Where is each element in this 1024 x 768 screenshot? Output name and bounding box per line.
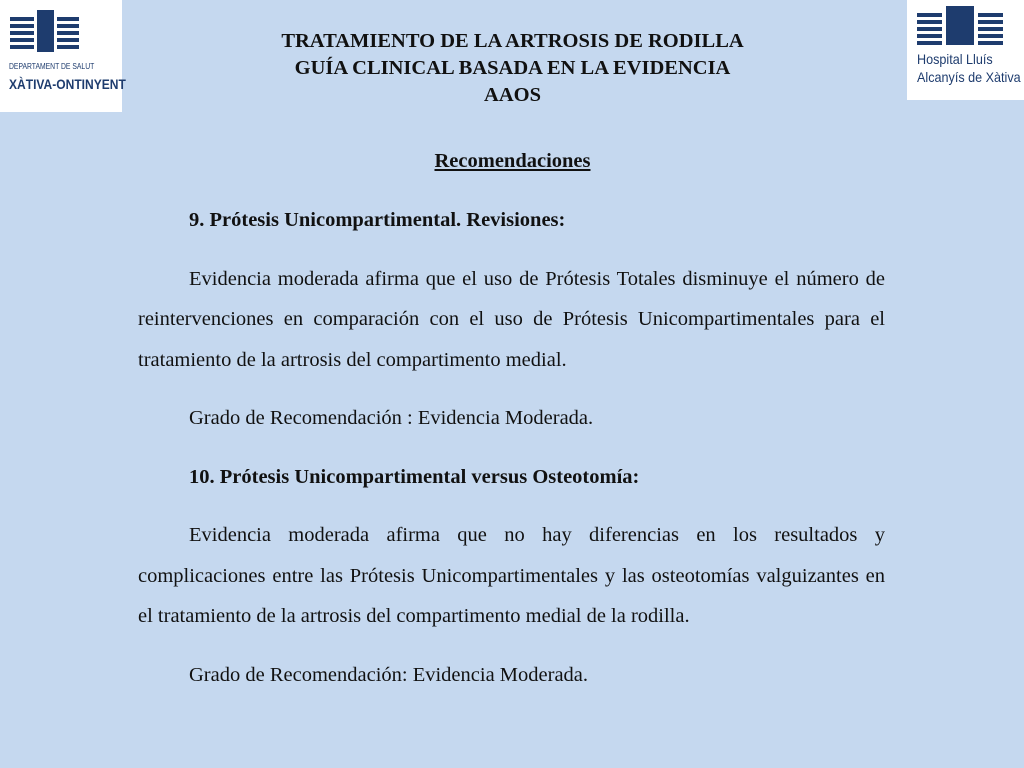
item10-heading: 10. Prótesis Unicompartimental versus Osteotomía: [189, 465, 640, 488]
department-label: DEPARTAMENT DE SALUT [9, 62, 95, 71]
building-icon [907, 0, 1024, 100]
hospital-name-line1: Hospital Lluís [917, 51, 993, 67]
hospital-name-line2: Alcanyís de Xàtiva [917, 69, 1021, 85]
department-logo [0, 0, 126, 112]
hospital-logo [907, 0, 1024, 100]
page-title-line1: TRATAMIENTO DE LA ARTROSIS DE RODILLA [281, 30, 744, 52]
item10-text: Evidencia moderada afirma que no hay diferencias en los resultados y complicaciones entre las Prótesis Unicompartimentales y las osteotomías valguizantes en el tratamiento de la artrosis del compartimento medial de la rodilla. [138, 524, 885, 627]
item9-heading: 9. Prótesis Unicompartimental. Revisiones: [189, 209, 566, 231]
department-name: XÀTIVA-ONTINYENT [9, 76, 126, 92]
recommendations-content [138, 200, 885, 695]
section-heading: Recomendaciones [434, 150, 591, 172]
page-title-line2: GUÍA CLINICAL BASADA EN LA EVIDENCIA [294, 57, 731, 79]
item9-text: Evidencia moderada afirma que el uso de Prótesis Totales disminuye el número de reintervenciones en comparación con el uso de Prótesis Unicompartimentales para el tratamiento de la artrosis del compartimento medial. [138, 267, 885, 371]
item10-grade: Grado de Recomendación: Evidencia Moderada. [189, 663, 589, 686]
item9-grade: Grado de Recomendación : Evidencia Moderada. [189, 407, 594, 429]
building-icon [0, 0, 122, 112]
page-title-line3: AAOS [484, 84, 541, 106]
